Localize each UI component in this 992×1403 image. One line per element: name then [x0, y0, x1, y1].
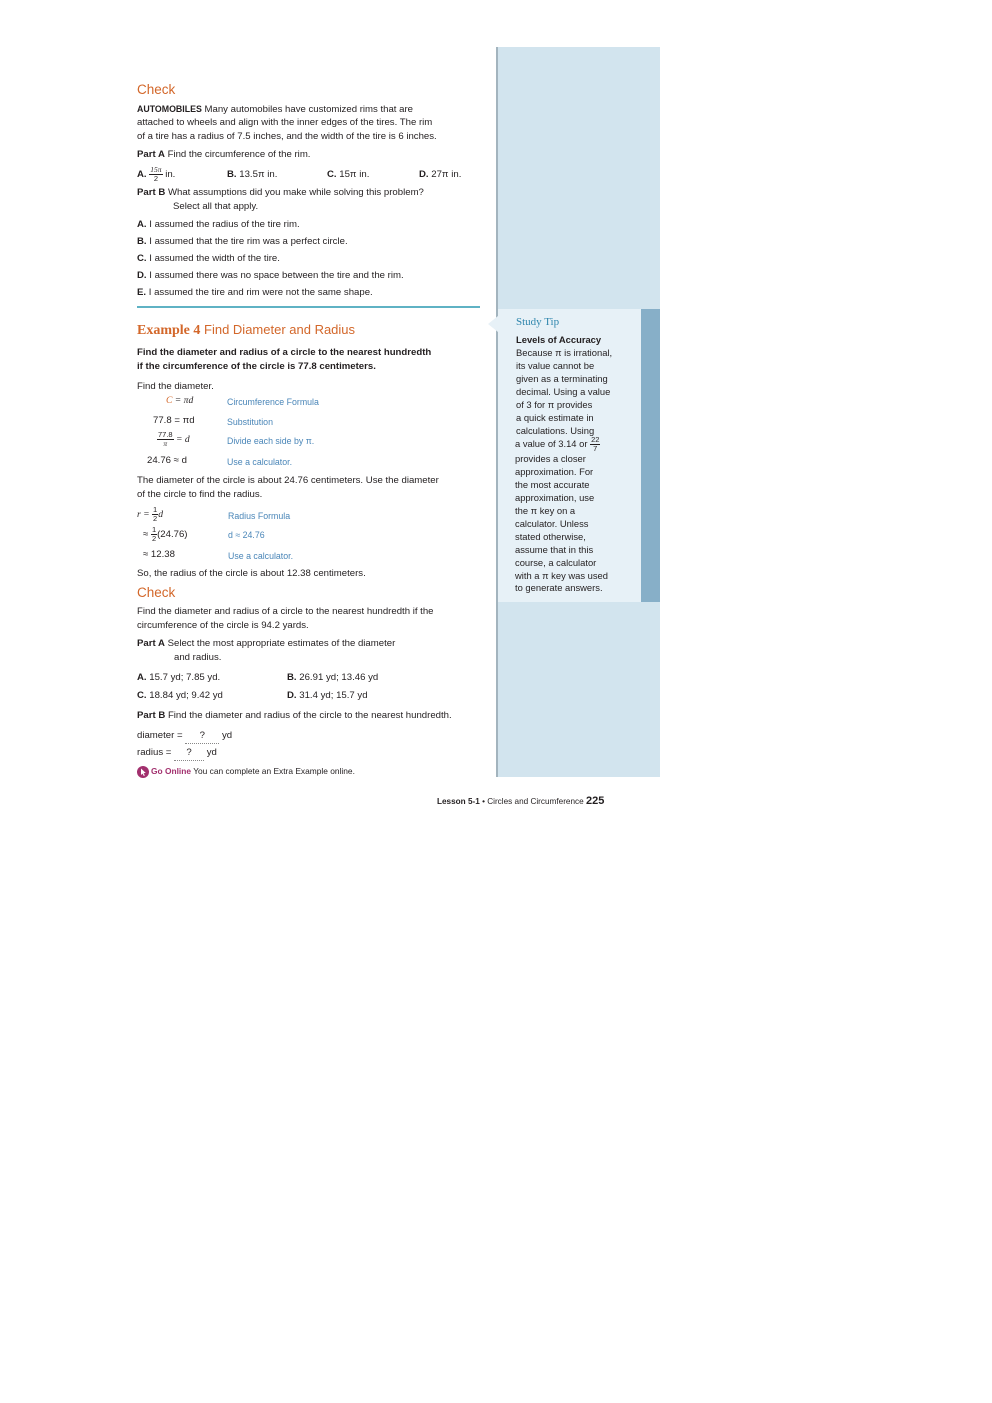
note-radius-formula: Radius Formula — [228, 511, 291, 521]
tip-line: the most accurate — [515, 479, 590, 490]
check2-choice-b[interactable]: B. 26.91 yd; 13.46 yd — [287, 672, 379, 683]
check1-intro-line-3: of a tire has a radius of 7.5 inches, and the width of the tire is 6 inches. — [137, 131, 437, 142]
diameter-input[interactable]: ? — [185, 729, 219, 744]
check1-choice-d[interactable]: D. 27π in. — [419, 169, 462, 180]
go-online-link[interactable]: Go Online You can complete an Extra Example online. — [137, 764, 355, 778]
find-diameter-text: Find the diameter. — [137, 381, 214, 392]
equation-radius-substitution: ≈ $\frac{1}{2}$ (24.76) — [143, 525, 188, 543]
tip-line: a quick estimate in — [516, 412, 594, 423]
check1-choice-b[interactable]: B. 13.5π in. — [227, 169, 278, 180]
example-prompt-1: Find the diameter and radius of a circle to the nearest hundredth — [137, 347, 432, 358]
note-d-value: d ≈ 24.76 — [228, 530, 265, 540]
diameter-answer-row: diameter = ? yd — [137, 729, 232, 744]
tip-line: course, a calculator — [515, 557, 597, 568]
check2-intro-2: circumference of the circle is 94.2 yards. — [137, 620, 309, 631]
tip-line: with a π key was used — [515, 570, 608, 581]
example-prompt-2: if the circumference of the circle is 77.8 centimeters. — [137, 361, 376, 372]
check1-assumption-b[interactable]: B. I assumed that the tire rim was a perfect circle. — [137, 236, 348, 247]
study-tip-pointer — [488, 316, 498, 332]
check2-choice-d[interactable]: D. 31.4 yd; 15.7 yd — [287, 690, 368, 701]
tip-line: provides a closer — [515, 453, 586, 464]
check1-assumption-a[interactable]: A. I assumed the radius of the tire rim. — [137, 219, 300, 230]
check1-assumption-d[interactable]: D. I assumed there was no space between the tire and the rim. — [137, 270, 404, 281]
check1-choice-c[interactable]: C. 15π in. — [327, 169, 370, 180]
radius-answer-row: radius = ? yd — [137, 746, 217, 761]
equation-divide: $\frac{77.8}{\pi} = d$ — [158, 430, 190, 448]
equation-diameter-result: 24.76 ≈ d — [147, 455, 187, 466]
cursor-icon — [137, 766, 149, 778]
tip-line: the π key on a — [515, 505, 576, 516]
conclusion-text: So, the radius of the circle is about 12.38 centimeters. — [137, 568, 366, 579]
check1-part-a: Part A Find the circumference of the rim. — [137, 149, 311, 160]
page-number: 225 — [585, 795, 605, 807]
tip-line: a value of 3.14 or $\frac{22}{7}$ — [515, 435, 600, 453]
check1-assumption-e[interactable]: E. I assumed the tire and rim were not the same shape. — [137, 287, 373, 298]
study-tip-subtitle: Levels of Accuracy — [516, 334, 602, 345]
page-footer: Lesson 5-1 • Circles and Circumference 225 — [437, 795, 605, 807]
check1-intro-line-2: attached to wheels and align with the inner edges of the tires. The rim — [137, 117, 433, 128]
check-heading-2: Check — [137, 585, 176, 600]
tip-line: Because π is irrational, — [516, 347, 613, 358]
note-calculator-1: Use a calculator. — [227, 457, 293, 467]
equation-circumference: C = πd — [166, 395, 194, 406]
section-divider — [137, 306, 480, 308]
check2-part-a: Part A Select the most appropriate estimates of the diameter — [137, 638, 396, 649]
check1-assumption-c[interactable]: C. I assumed the width of the tire. — [137, 253, 280, 264]
fraction: $\frac{15\pi}{2}$ — [150, 165, 162, 183]
check1-part-b: Part B What assumptions did you make while solving this problem? — [137, 187, 424, 198]
tip-line: given as a terminating — [516, 373, 608, 384]
tip-line: to generate answers. — [515, 582, 603, 593]
check2-choice-a[interactable]: A. 15.7 yd; 7.85 yd. — [137, 672, 221, 683]
radius-input[interactable]: ? — [174, 746, 204, 761]
tip-line: approximation, use — [515, 492, 595, 503]
check2-part-a-line-2: and radius. — [174, 652, 222, 663]
between-text-2: of the circle to find the radius. — [137, 489, 263, 500]
tip-line: decimal. Using a value — [516, 386, 611, 397]
between-text-1: The diameter of the circle is about 24.76 centimeters. Use the diameter — [137, 475, 439, 486]
equation-radius-result: ≈ 12.38 — [143, 549, 175, 560]
note-calculator-2: Use a calculator. — [228, 551, 294, 561]
note-substitution: Substitution — [227, 417, 273, 427]
tip-line: calculations. Using — [516, 425, 595, 436]
study-tip-title: Study Tip — [516, 316, 560, 328]
tip-line: of 3 for π provides — [516, 399, 593, 410]
check1-part-b-line-2: Select all that apply. — [173, 201, 259, 212]
note-circumference-formula: Circumference Formula — [227, 397, 319, 407]
tip-line: stated otherwise, — [515, 531, 586, 542]
check-heading: Check — [137, 82, 176, 97]
note-divide: Divide each side by π. — [227, 436, 315, 446]
check2-intro-1: Find the diameter and radius of a circle to the nearest hundredth if the — [137, 606, 434, 617]
check1-choice-a[interactable]: A. $\frac{15\pi}{2}$ in. — [137, 165, 176, 183]
equation-substitution: 77.8 = πd — [153, 415, 195, 426]
equation-radius-formula: r = $\frac{1}{2}$ d — [137, 505, 163, 523]
study-tip-accent-bar — [641, 309, 660, 602]
tip-line: calculator. Unless — [515, 518, 589, 529]
check2-part-b: Part B Find the diameter and radius of the circle to the nearest hundredth. — [137, 710, 452, 721]
tip-line: its value cannot be — [516, 360, 595, 371]
example-heading: Example 4 Find Diameter and Radius — [137, 322, 356, 338]
topic-label: AUTOMOBILES — [137, 104, 202, 114]
tip-line: approximation. For — [515, 466, 594, 477]
tip-line: assume that in this — [515, 544, 594, 555]
check1-intro-line-1: AUTOMOBILES Many automobiles have customized rims that are — [137, 104, 414, 115]
check2-choice-c[interactable]: C. 18.84 yd; 9.42 yd — [137, 690, 223, 701]
